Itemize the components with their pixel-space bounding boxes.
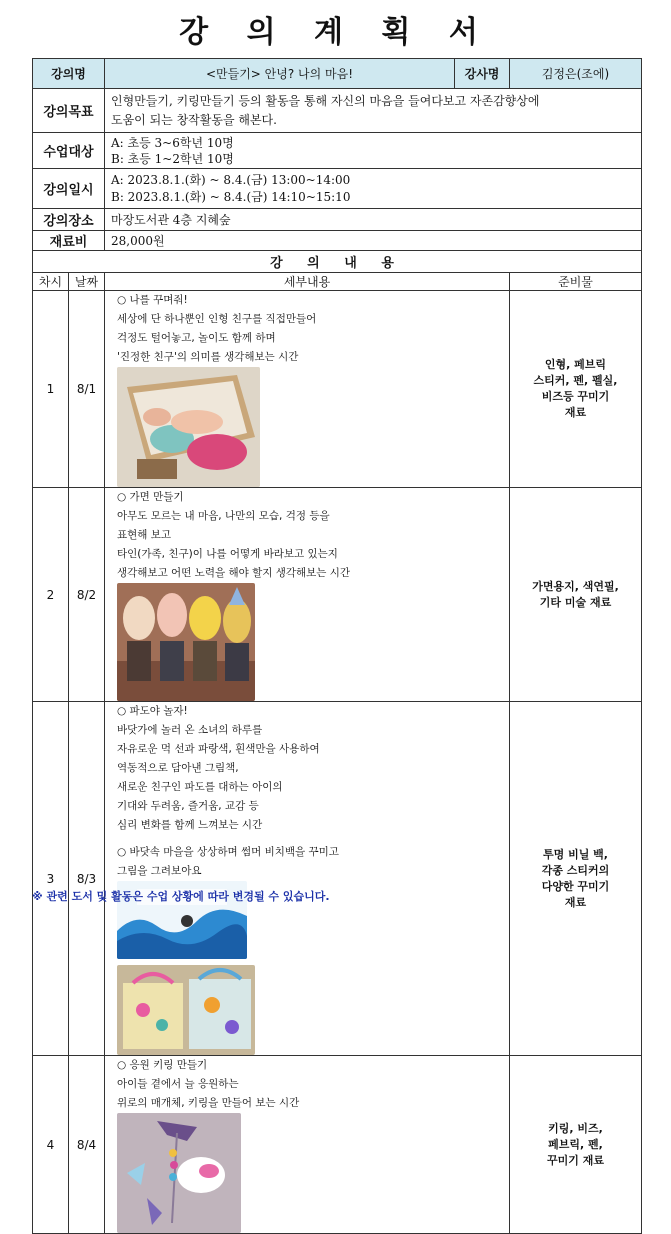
session-detail: [105, 702, 510, 1056]
detail-spacer: [117, 835, 379, 843]
detail-line: 걱정도 털어놓고, 놀이도 함께 하며: [117, 332, 276, 344]
schedule-text: [105, 169, 642, 209]
goal-line: 도움이 되는 창작활동을 해본다.: [111, 112, 277, 127]
material-line: 재료: [564, 895, 587, 909]
detail-line: ○ 바닷속 마을을 상상하며 썸머 비치백을 꾸미고: [117, 846, 339, 858]
detail-line: 타인(가족, 친구)이 나를 어떻게 바라보고 있는지: [117, 548, 338, 560]
material-line: 인형, 페브릭: [544, 358, 607, 371]
session-date: 8/4: [69, 1056, 105, 1234]
course-name-label: 강의명: [33, 59, 105, 89]
schedule-line: B: 2023.8.1.(화) ~ 8.4.(금) 14:10~15:10: [111, 189, 351, 204]
session-number: 2: [33, 488, 69, 702]
col-session: 차시: [33, 273, 69, 291]
target-row: [33, 133, 642, 169]
instructor-name: 김정은(조에): [510, 59, 642, 89]
session-number: 3: [33, 702, 69, 1056]
session-materials: [510, 702, 642, 1056]
session-detail: [105, 1056, 510, 1234]
detail-line: ○ 가면 만들기: [117, 491, 184, 503]
place-row: [33, 209, 642, 231]
material-line: 재료: [564, 406, 587, 419]
session-row: [33, 702, 642, 1056]
place-value: 마장도서관 4층 지혜숲: [105, 209, 642, 231]
content-title-row: [33, 251, 642, 273]
goal-line: 인형만들기, 키링만들기 등의 활동을 통해 자신의 마음을 들여다보고 자존감향상에: [111, 93, 540, 108]
col-detail: 세부내용: [105, 273, 510, 291]
target-text: [105, 133, 642, 169]
schedule-row: [33, 169, 642, 209]
beach-bag-photo: [117, 965, 255, 1055]
course-row: [33, 59, 642, 89]
mask-photo: [117, 583, 255, 701]
detail-line: 새로운 친구인 파도를 대하는 아이의: [117, 781, 283, 793]
material-line: 투명 비닐 백,: [543, 847, 608, 861]
material-line: 가면용지, 색연필,: [532, 579, 619, 593]
material-line: 비즈등 꾸미기: [541, 390, 610, 403]
session-date: 8/2: [69, 488, 105, 702]
session-row: [33, 1056, 642, 1234]
doll-making-photo: [117, 367, 260, 487]
session-row: [33, 291, 642, 488]
goal-text: [105, 89, 642, 133]
session-date: 8/1: [69, 291, 105, 488]
plan-table: [32, 58, 642, 1234]
detail-line: 바닷가에 놀러 온 소녀의 하루를: [117, 724, 263, 736]
goal-label: 강의목표: [33, 89, 105, 133]
detail-line: 세상에 단 하나뿐인 인형 친구를 직접만들어: [117, 313, 317, 325]
session-detail: [105, 291, 510, 488]
fee-value: 28,000원: [105, 231, 642, 251]
session-row: [33, 488, 642, 702]
footer-note: ※ 관련 도서 및 활동은 수업 상황에 따라 변경될 수 있습니다.: [32, 890, 330, 903]
detail-line: 표현해 보고: [117, 529, 172, 541]
instructor-label: 강사명: [455, 59, 510, 89]
session-materials: [510, 291, 642, 488]
material-line: 페브릭, 펜,: [548, 1137, 603, 1151]
fee-label: 재료비: [33, 231, 105, 251]
session-number: 1: [33, 291, 69, 488]
target-line: B: 초등 1~2학년 10명: [111, 151, 234, 166]
detail-line: ○ 나를 꾸며줘!: [117, 294, 188, 306]
detail-line: 자유로운 먹 선과 파랑색, 흰색만을 사용하여: [117, 743, 320, 755]
session-materials: [510, 488, 642, 702]
detail-line: 기대와 두려움, 즐거움, 교감 등: [117, 800, 259, 812]
page-title: 강 의 계 획 서: [179, 15, 492, 50]
place-label: 강의장소: [33, 209, 105, 231]
target-line: A: 초등 3~6학년 10명: [111, 135, 234, 150]
session-number: 4: [33, 1056, 69, 1234]
goal-row: [33, 89, 642, 133]
material-line: 꾸미기 재료: [547, 1153, 604, 1167]
session-detail: [105, 488, 510, 702]
detail-line: ○ 응원 키링 만들기: [117, 1059, 208, 1071]
material-line: 다양한 꾸미기: [541, 879, 610, 893]
session-date: 8/3: [69, 702, 105, 1056]
detail-line: 위로의 매개체, 키링을 만들어 보는 시간: [117, 1097, 300, 1109]
detail-line: '진정한 친구'의 의미를 생각해보는 시간: [117, 351, 299, 363]
keyring-photo: [117, 1113, 241, 1233]
target-label: 수업대상: [33, 133, 105, 169]
detail-line: 생각해보고 어떤 노력을 해야 할지 생각해보는 시간: [117, 567, 351, 579]
col-date: 날짜: [69, 273, 105, 291]
schedule-label: 강의일시: [33, 169, 105, 209]
content-title: 강 의 내 용: [33, 251, 642, 273]
detail-line: 그림을 그려보아요: [117, 865, 202, 877]
detail-line: 아무도 모르는 내 마음, 나만의 모습, 걱정 등을: [117, 510, 330, 522]
detail-line: 역동적으로 담아낸 그림책,: [117, 762, 239, 774]
schedule-line: A: 2023.8.1.(화) ~ 8.4.(금) 13:00~14:00: [111, 172, 351, 187]
detail-line: 아이들 곁에서 늘 응원하는: [117, 1078, 239, 1090]
material-line: 기타 미술 재료: [539, 595, 612, 609]
material-line: 키링, 비즈,: [548, 1121, 603, 1135]
fee-row: [33, 231, 642, 251]
detail-line: 심리 변화를 함께 느껴보는 시간: [117, 819, 263, 831]
material-line: 각종 스티커의: [541, 863, 610, 877]
detail-line: ○ 파도야 놀자!: [117, 705, 188, 717]
session-materials: [510, 1056, 642, 1234]
course-name: <만들기> 안녕? 나의 마음!: [105, 59, 455, 89]
col-materials: 준비물: [510, 273, 642, 291]
material-line: 스티커, 펜, 펠실,: [533, 374, 618, 387]
column-header-row: [33, 273, 642, 291]
